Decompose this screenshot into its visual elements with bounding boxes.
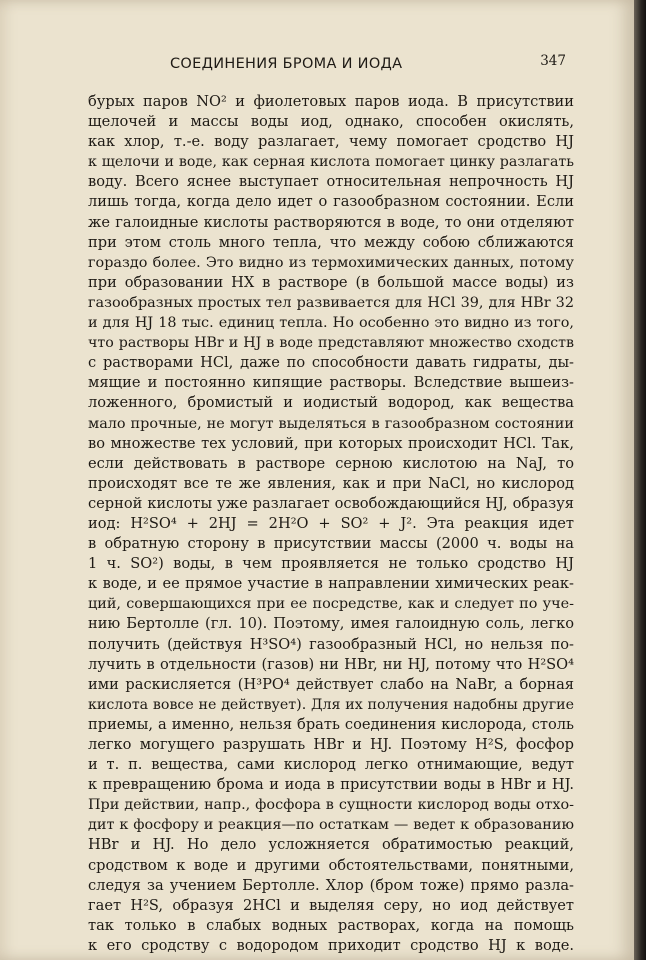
text-line: при образовании HX в растворе (в большой массе воды) из <box>88 273 574 291</box>
text-line: сродством к воде и другими обстоятельствами, понятными, <box>88 856 574 874</box>
text-line: ций, совершающихся при ее посредстве, как и следует по уче- <box>88 596 574 613</box>
text-line: что растворы HBr и HJ в воде представляют множество сходств <box>88 335 574 352</box>
text-line: во множестве тех условий, при которых происходит HCl. Так, <box>88 434 574 452</box>
text-line: дит к фосфору и реакция—по остаткам — ведет к образованию <box>88 817 574 834</box>
text-line: с растворами HCl, даже по способности давать гидраты, ды- <box>88 354 574 372</box>
text-line: бурых паров NO² и фиолетовых паров иода. В присутствии <box>88 93 574 110</box>
text-line: иод: H²SO⁴ + 2HJ = 2H²O + SO² + J². Эта реакция идет <box>88 514 574 532</box>
text-line: же галоидные кислоты растворяются в воде, то они отделяют <box>88 213 574 231</box>
text-line: получить (действуя H³SO⁴) газообразный HCl, но нельзя по- <box>88 635 574 653</box>
text-line: мящие и постоянно кипящие растворы. Вследствие вышеиз- <box>88 374 574 392</box>
text-line: нию Бертолле (гл. 10). Поэтому, имея галоидную соль, легко <box>88 615 574 633</box>
text-line: и т. п. вещества, сами кислород легко отнимающие, ведут <box>88 756 574 774</box>
text-line: к воде, и ее прямое участие в направлении химических реак- <box>88 575 574 593</box>
text-line: гораздо более. Это видно из термохимических данных, потому <box>88 254 574 271</box>
text-line: в обратную сторону в присутствии массы (2000 ч. воды на <box>88 535 574 553</box>
text-line: и для HJ 18 тыс. единиц тепла. Но особенно это видно из того, <box>88 315 574 332</box>
text-line: серной кислоты уже разлагает освобождающийся HJ, образуя <box>88 494 574 512</box>
text-line: к его сродству с водородом приходит сродство HJ к воде. <box>88 936 574 954</box>
text-line: происходят все те же явления, как и при NaCl, но кислород <box>88 474 574 492</box>
body-text <box>88 92 574 956</box>
text-line: лишь тогда, когда дело идет о газообразном состоянии. Если <box>88 193 574 211</box>
text-line: так только в слабых водных растворах, когда на помощь <box>88 916 574 934</box>
text-line: HBr и HJ. Но дело усложняется обратимостью реакций, <box>88 836 574 854</box>
text-line: При действии, напр., фосфора в сущности кислород воды отхо- <box>88 797 574 814</box>
page-header <box>96 53 566 80</box>
text-line: следуя за учением Бертолле. Хлор (бром тоже) прямо разла- <box>88 876 574 894</box>
text-line: если действовать в растворе серною кислотою на NaJ, то <box>88 454 574 472</box>
book-spine <box>634 0 646 960</box>
text-line: лучить в отдельности (газов) ни HBr, ни HJ, потому что H²SO⁴ <box>88 655 574 673</box>
text-line: 1 ч. SO²) воды, в чем проявляется не только сродство HJ <box>88 555 574 573</box>
text-line: газообразных простых тел развивается для HCl 39, для HBr 32 <box>88 294 574 311</box>
text-line: при этом столь много тепла, что между собою сближаются <box>88 233 574 251</box>
text-line: кислота вовсе не действует). Для их получения надобны другие <box>88 696 574 713</box>
text-line: воду. Всего яснее выступает относительная непрочность HJ <box>88 173 574 191</box>
text-line: легко могущего разрушать HBr и HJ. Поэтому H²S, фосфор <box>88 736 574 753</box>
text-line: ложенного, бромистый и иодистый водород, как вещества <box>88 394 574 412</box>
running-head: СОЕДИНЕНИЯ БРОМА И ИОДА <box>170 56 403 72</box>
text-line: к превращению брома и иода в присутствии воды в HBr и HJ. <box>88 776 574 794</box>
text-line: к щелочи и воде, как серная кислота помогает цинку разлагать <box>88 154 574 171</box>
text-line: ими раскисляется (H³PO⁴ действует слабо на NaBr, а борная <box>88 675 574 693</box>
text-line: мало прочные, не могут выделяться в газообразном состоянии <box>88 415 574 432</box>
text-line: как хлор, т.-е. воду разлагает, чему помогает сродство HJ <box>88 133 574 151</box>
page-number: 347 <box>540 53 566 69</box>
text-line: щелочей и массы воды иод, однако, способен окислять, <box>88 113 574 131</box>
text-line: приемы, а именно, нельзя брать соединения кислорода, столь <box>88 715 574 733</box>
text-line: гает H²S, образуя 2HCl и выделяя серу, но иод действует <box>88 896 574 914</box>
